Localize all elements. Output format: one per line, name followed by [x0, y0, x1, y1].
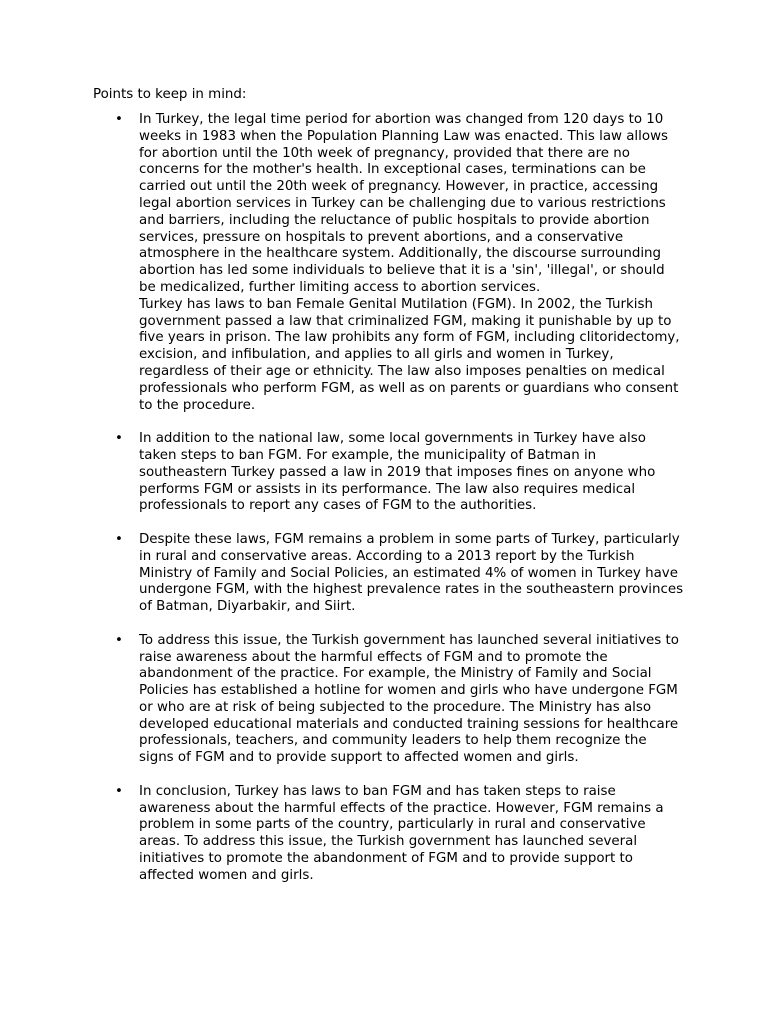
list-item — [93, 784, 693, 885]
item-paragraph: To address this issue, the Turkish government has launched several initiatives to raise awareness about the harmful effects of FGM and to promote the abandonment of the practice. For example, the Ministry of Family and Social Policies has established a hotline for women and girls who have undergone FGM or who are at risk of being subjected to the procedure. The Ministry has also developed educational materials and conducted training sessions for healthcare professionals, teachers, and community leaders to help them recognize the signs of FGM and to provide support to affected women and girls. — [139, 632, 679, 766]
bullet-list — [93, 112, 693, 901]
list-item — [93, 633, 693, 767]
bullet-icon: • — [115, 632, 123, 648]
item-paragraph: In addition to the national law, some local governments in Turkey have also taken steps to ban FGM. For example, the municipality of Batman in southeastern Turkey passed a law in 2019 that imposes fines on anyone who performs FGM or assists in its performance. The law also requires medical professionals to report any cases of FGM to the authorities. — [139, 431, 656, 514]
item-paragraph: Turkey has laws to ban Female Genital Mutilation (FGM). In 2002, the Turkish government passed a law that criminalized FGM, making it punishable by up to five years in prison. The law prohibits any form of FGM, including clitoridectomy, excision, and infibulation, and applies to all girls and women in Turkey, regardless of their age or ethnicity. The law also imposes penalties on medical professionals who perform FGM, as well as on parents or guardians who consent to the procedure. — [139, 296, 680, 413]
item-paragraph: In Turkey, the legal time period for abortion was changed from 120 days to 10 weeks in 1983 when the Population Planning Law was enacted. This law allows for abortion until the 10th week of pregnancy, provided that there are no concerns for the mother's health. In exceptional cases, terminations can be carried out until the 20th week of pregnancy. However, in practice, accessing legal abortion services in Turkey can be challenging due to various restrictions and barriers, including the reluctance of public hospitals to provide abortion services, pressure on hospitals to prevent abortions, and a conservative atmosphere in the healthcare system. Additionally, the discourse surrounding abortion has led some individuals to believe that it is a 'sin', 'illegal', or should be medicalized, further limiting access to abortion services. — [139, 112, 668, 295]
bullet-icon: • — [115, 531, 123, 547]
list-item — [93, 431, 693, 515]
bullet-icon: • — [115, 431, 123, 447]
list-item — [93, 532, 693, 616]
item-paragraph: Despite these laws, FGM remains a problem in some parts of Turkey, particularly in rural and conservative areas. According to a 2013 report by the Turkish Ministry of Family and Social Policies, an estimated 4% of women in Turkey have undergone FGM, with the highest prevalence rates in the southeastern provinces of Batman, Diyarbakir, and Siirt. — [139, 531, 684, 615]
list-item — [93, 112, 693, 414]
document-heading: Points to keep in mind: — [93, 87, 247, 102]
bullet-icon: • — [115, 112, 123, 127]
bullet-icon: • — [115, 783, 123, 799]
item-paragraph: In conclusion, Turkey has laws to ban FGM and has taken steps to raise awareness about the harmful effects of the practice. However, FGM remains a problem in some parts of the country, particularly in rural and conservative areas. To address this issue, the Turkish government has launched several initiatives to promote the abandonment of FGM and to provide support to affected women and girls. — [139, 783, 664, 883]
